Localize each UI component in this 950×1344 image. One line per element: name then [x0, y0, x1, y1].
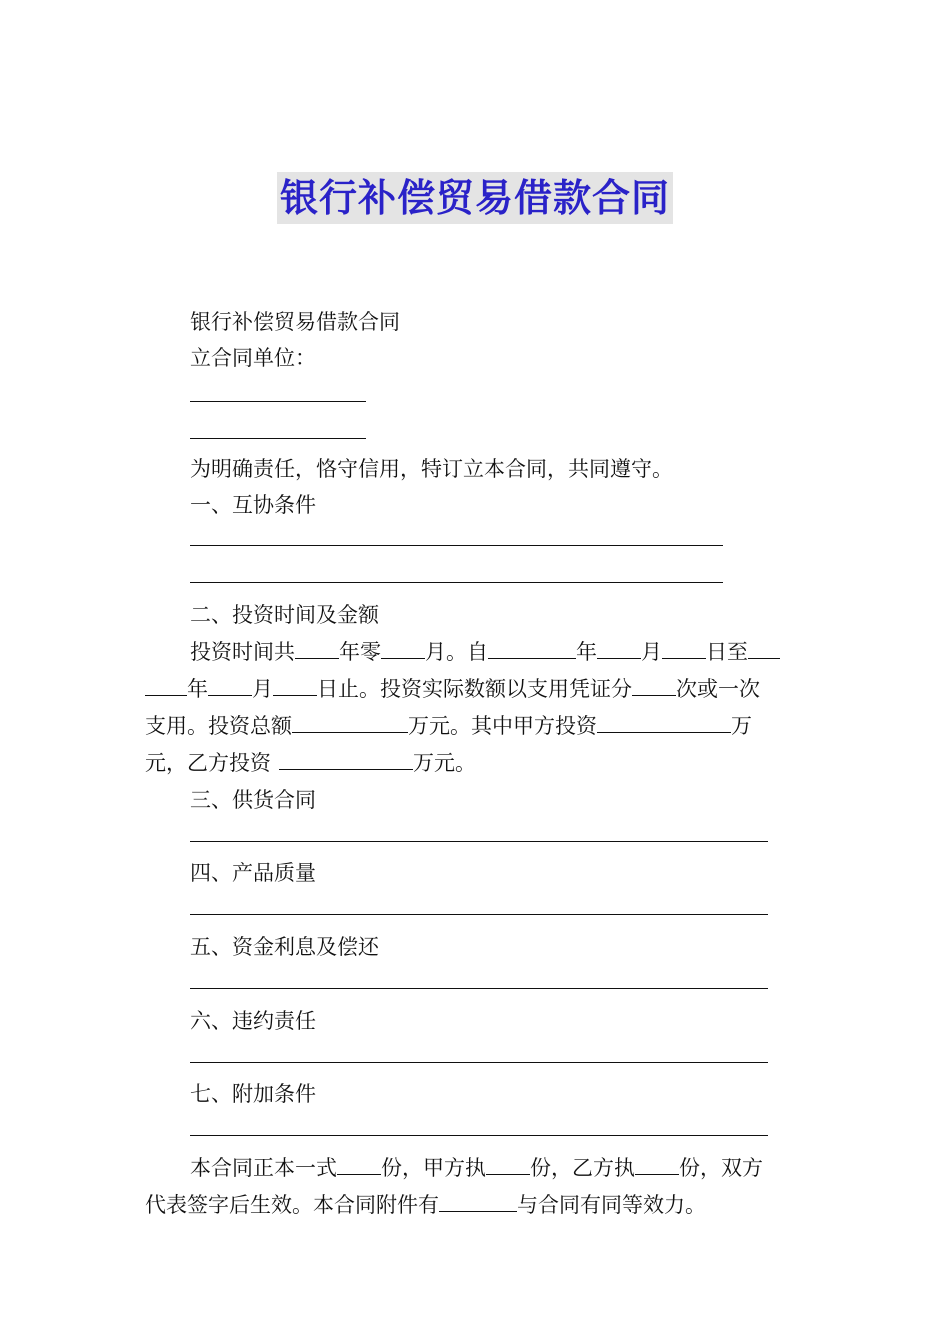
section-1-blank-1	[190, 545, 723, 546]
investment-line-1: 投资时间共 年零 月。自 年 月 日至	[190, 636, 780, 667]
section-6-blank	[190, 1062, 768, 1063]
section-5-heading: 五、资金利息及偿还	[190, 935, 379, 959]
section-5-blank	[190, 988, 768, 989]
investment-line-4: 元，乙方投资 万元。	[145, 747, 476, 778]
parties-label: 立合同单位：	[190, 346, 316, 370]
section-6-heading: 六、违约责任	[190, 1009, 316, 1033]
section-3-heading: 三、供货合同	[190, 788, 316, 812]
investment-line-3: 支用。投资总额 万元。其中甲方投资 万	[145, 710, 752, 741]
section-2-heading: 二、投资时间及金额	[190, 603, 379, 627]
closing-line-2: 代表签字后生效。本合同附件有 与合同有同等效力。	[145, 1189, 706, 1220]
section-3-blank	[190, 841, 768, 842]
section-4-heading: 四、产品质量	[190, 861, 316, 885]
party-a-blank	[190, 401, 366, 402]
document-title: 银行补偿贸易借款合同	[0, 172, 950, 224]
closing-line-1: 本合同正本一式 份，甲方执 份，乙方执 份，双方	[190, 1152, 763, 1183]
investment-line-2: 年 月 日止。投资实际数额以支用凭证分 次或一次	[145, 673, 760, 704]
section-7-heading: 七、附加条件	[190, 1082, 316, 1106]
section-7-blank	[190, 1135, 768, 1136]
section-1-blank-2	[190, 582, 723, 583]
intro-text: 为明确责任，恪守信用，特订立本合同，共同遵守。	[190, 457, 673, 481]
section-1-heading: 一、互协条件	[190, 493, 316, 517]
party-b-blank	[190, 438, 366, 439]
section-4-blank	[190, 914, 768, 915]
contract-subtitle: 银行补偿贸易借款合同	[190, 310, 400, 334]
